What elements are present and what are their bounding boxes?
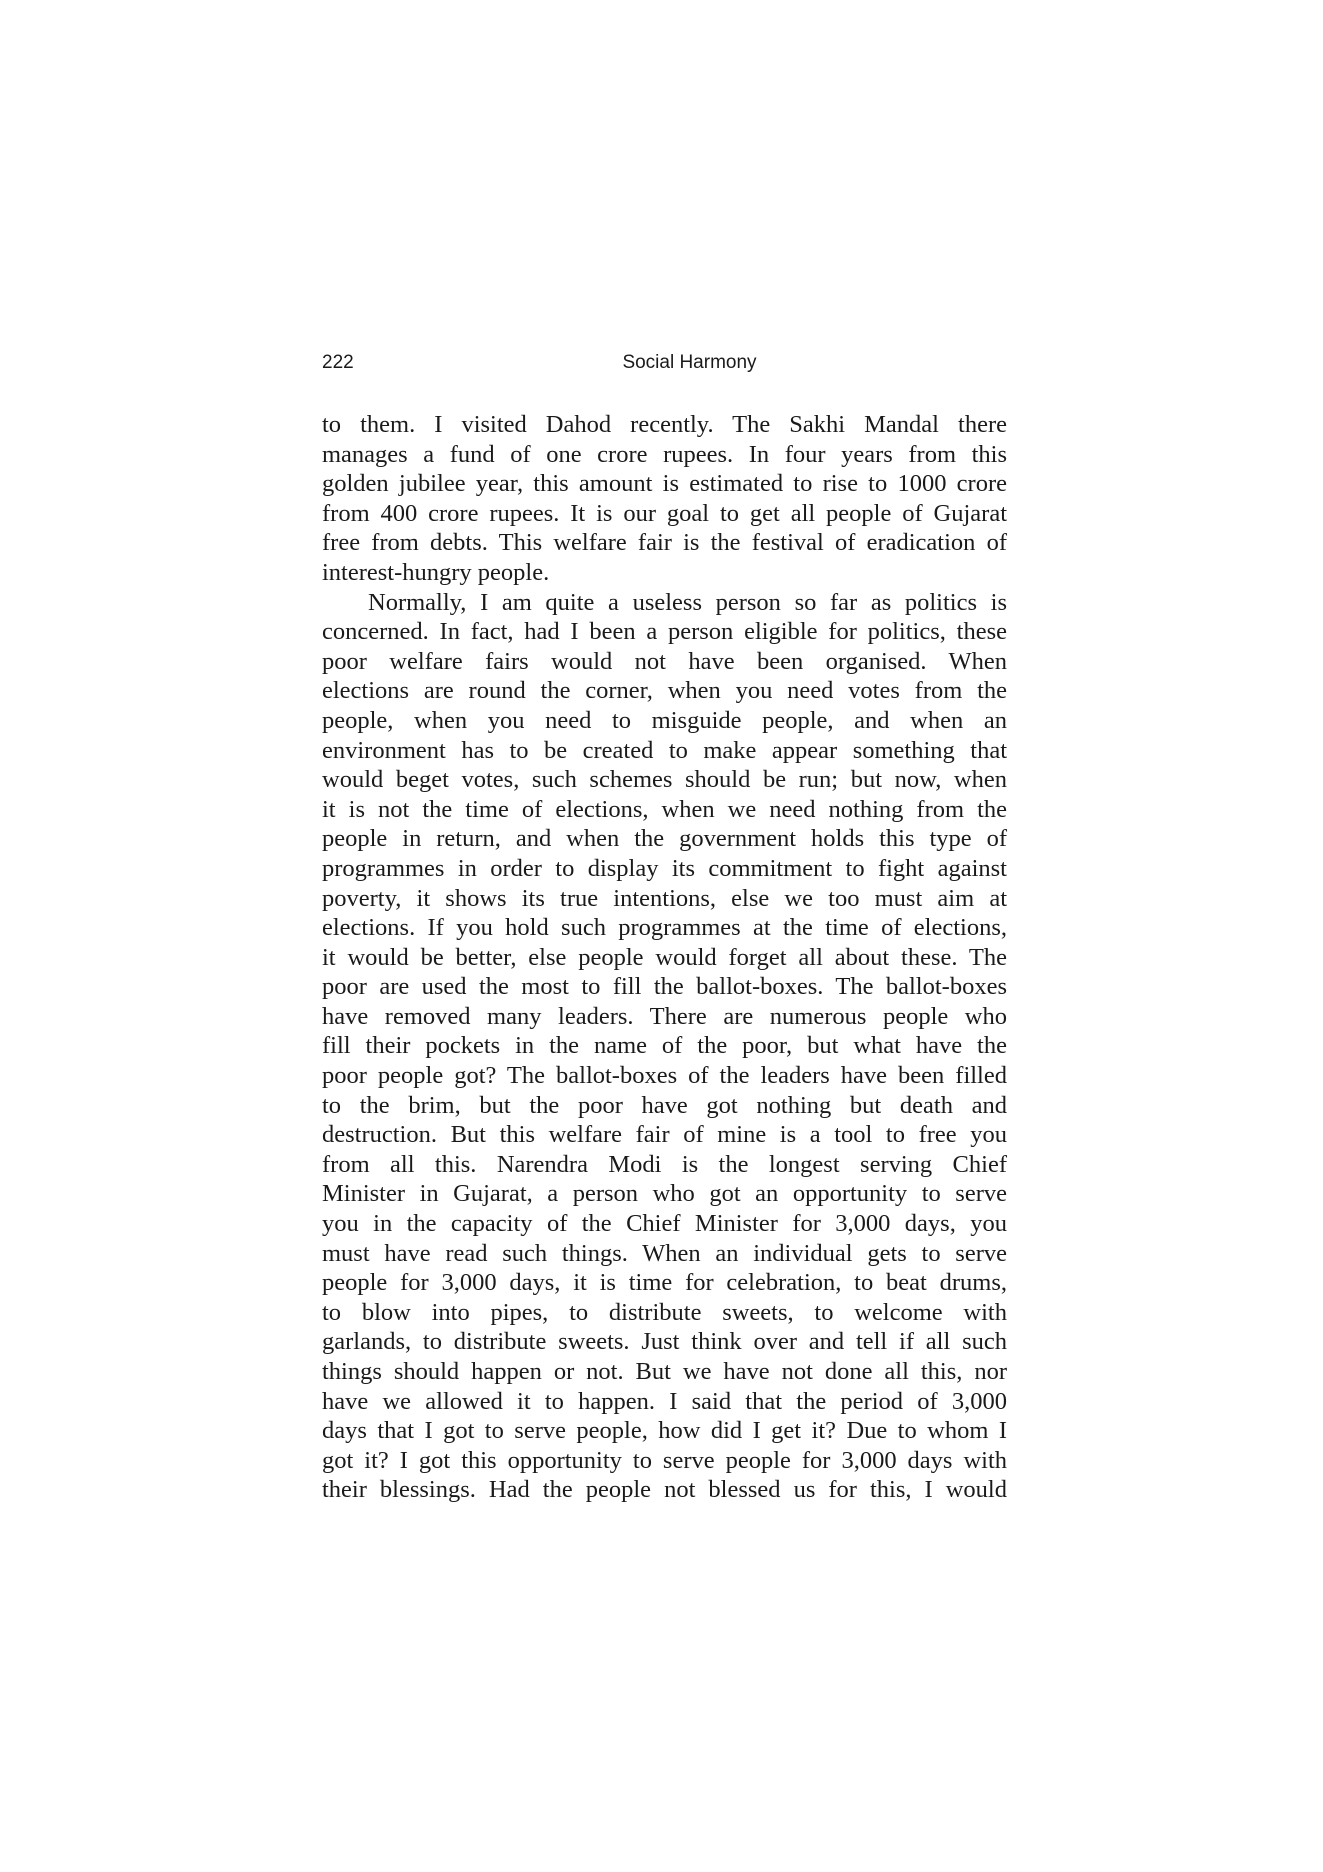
text-line: poor people got? The ballot-boxes of the leaders have been filled [322,1062,1007,1090]
text-line: free from debts. This welfare fair is the festival of eradication of [322,529,1007,557]
text-line: it is not the time of elections, when we need nothing from the [322,795,1007,823]
text-line: people for 3,000 days, it is time for celebration, to beat drums, [322,1269,1007,1297]
text-line: to them. I visited Dahod recently. The Sakhi Mandal there [322,411,1007,438]
text-line: to the brim, but the poor have got nothing but death and [322,1091,1007,1119]
page-number: 222 [322,352,354,373]
text-line: things should happen or not. But we have not done all this, nor [322,1358,1007,1385]
text-line: would beget votes, such schemes should be run; but now, when [322,766,1007,794]
text-line: from 400 crore rupees. It is our goal to get all people of Gujarat [322,499,1007,527]
text-line: elections are round the corner, when you need votes from the [322,677,1007,705]
text-line: got it? I got this opportunity to serve people for 3,000 days with [322,1446,1007,1474]
text-line: must have read such things. When an individual gets to serve [322,1239,1007,1267]
paragraph [322,410,1007,588]
text-line: days that I got to serve people, how did I get it? Due to whom I [322,1417,1007,1445]
text-line: Minister in Gujarat, a person who got an opportunity to serve [322,1180,1007,1208]
text-line: poor are used the most to fill the ballot-boxes. The ballot-boxes [322,973,1007,1001]
text-line: environment has to be created to make appear something that [322,736,1007,764]
text-line: it would be better, else people would forget all about these. The [322,943,1007,971]
text-line: destruction. But this welfare fair of mine is a tool to free you [322,1121,1007,1149]
running-header [322,352,1007,382]
text-line: people in return, and when the government holds this type of [322,825,1007,853]
text-line: Normally, I am quite a useless person so far as politics is [368,588,1007,616]
text-line: golden jubilee year, this amount is estimated to rise to 1000 crore [322,470,1007,498]
text-line: fill their pockets in the name of the poor, but what have the [322,1032,1007,1060]
text-line: programmes in order to display its commitment to fight against [322,854,1007,882]
text-line: people, when you need to misguide people, and when an [322,706,1007,734]
text-line: poverty, it shows its true intentions, else we too must aim at [322,884,1007,912]
text-line: have we allowed it to happen. I said that the period of 3,000 [322,1387,1007,1415]
text-line: poor welfare fairs would not have been organised. When [322,647,1007,675]
text-line: to blow into pipes, to distribute sweets, to welcome with [322,1298,1007,1326]
text-line: interest-hungry people. [322,558,550,586]
text-line: manages a fund of one crore rupees. In four years from this [322,440,1007,468]
text-line: from all this. Narendra Modi is the longest serving Chief [322,1150,1007,1178]
running-title: Social Harmony [622,352,757,373]
body-text [322,410,1007,1505]
text-line: elections. If you hold such programmes at the time of elections, [322,914,1007,942]
paragraph [322,588,1007,1505]
text-line: concerned. In fact, had I been a person eligible for politics, these [322,618,1007,646]
text-line: have removed many leaders. There are numerous people who [322,1002,1007,1030]
text-line: you in the capacity of the Chief Minister for 3,000 days, you [322,1210,1007,1238]
text-line: garlands, to distribute sweets. Just think over and tell if all such [322,1328,1007,1356]
text-line: their blessings. Had the people not blessed us for this, I would [322,1476,1007,1504]
